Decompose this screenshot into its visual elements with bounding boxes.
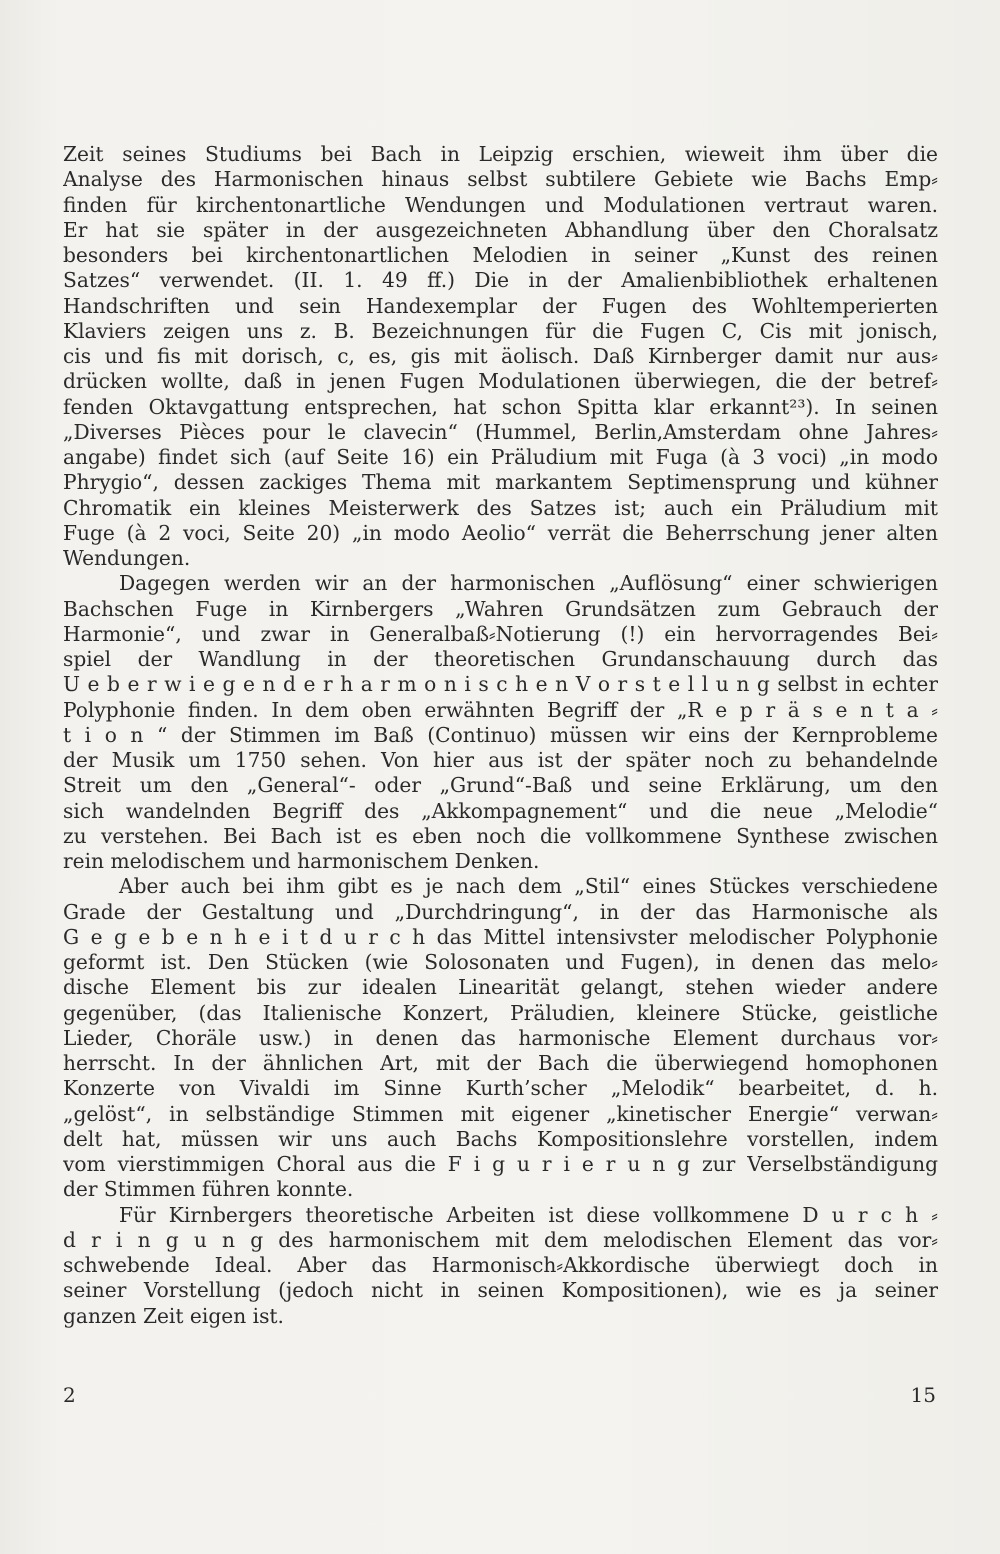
text-line: Handschriften und sein Handexemplar der Fugen des Wohltemperierten <box>63 293 938 318</box>
text-line: G e g e b e n h e i t d u r c h das Mittel intensivster melodischer Polyphonie <box>63 924 938 949</box>
text-line: Grade der Gestaltung und „Durchdringung“, in der das Harmonische als <box>63 899 938 924</box>
text-line: drücken wollte, daß in jenen Fugen Modulationen überwiegen, die der betref⸗ <box>63 369 938 394</box>
text-line: U e b e r w i e g e n d e r h a r m o n i s c h e n V o r s t e l l u n g selbst in echter <box>63 672 938 697</box>
text-line: Aber auch bei ihm gibt es je nach dem „Stil“ eines Stückes verschiedene <box>119 874 938 899</box>
text-line: ganzen Zeit eigen ist. <box>63 1303 284 1328</box>
text-line: Zeit seines Studiums bei Bach in Leipzig erschien, wieweit ihm über die <box>63 142 938 166</box>
text-line: rein melodischem und harmonischem Denken. <box>63 849 540 873</box>
text-line: der Stimmen führen konnte. <box>63 1177 354 1202</box>
text-line: „gelöst“, in selbständige Stimmen mit eigener „kinetischer Energie“ verwan⸗ <box>63 1101 938 1126</box>
text-line: Er hat sie später in der ausgezeichneten Abhandlung über den Choralsatz <box>63 217 938 242</box>
text-line: herrscht. In der ähnlichen Art, mit der Bach die überwiegend homophonen <box>63 1051 938 1075</box>
text-line: besonders bei kirchentonartlichen Melodien in seiner „Kunst des reinen <box>63 243 938 267</box>
text-line: Bachschen Fuge in Kirnbergers „Wahren Grundsätzen zum Gebrauch der <box>63 596 938 621</box>
text-line: Satzes“ verwendet. (II. 1. 49 ff.) Die in der Amalienbibliothek erhaltenen <box>63 268 938 293</box>
text-line: Analyse des Harmonischen hinaus selbst subtilere Gebiete wie Bachs Emp⸗ <box>63 167 938 192</box>
text-line: vom vierstimmigen Choral aus die F i g u r i e r u n g zur Verselbständigung <box>63 1152 938 1176</box>
text-line: seiner Vorstellung (jedoch nicht in seinen Kompositionen), wie es ja seiner <box>63 1278 938 1303</box>
signature-mark: 2 <box>63 1383 76 1407</box>
text-line: Harmonie“, und zwar in Generalbaß⸗Notierung (!) ein hervorragendes Bei⸗ <box>63 621 938 646</box>
text-line: Phrygio“, dessen zackiges Thema mit markantem Septimensprung und kühner <box>63 470 938 495</box>
page-number: 15 <box>910 1383 936 1407</box>
text-line: delt hat, müssen wir uns auch Bachs Kompositionslehre vorstellen, indem <box>63 1126 938 1151</box>
text-line: Streit um den „General“- oder „Grund“-Baß und seine Erklärung, um den <box>63 773 938 798</box>
text-line: zu verstehen. Bei Bach ist es eben noch die vollkommene Synthese zwischen <box>63 823 938 848</box>
text-line: Für Kirnbergers theoretische Arbeiten ist diese vollkommene D u r c h ⸗ <box>119 1202 938 1227</box>
text-line: gegenüber, (das Italienische Konzert, Präludien, kleinere Stücke, geistliche <box>63 1000 938 1025</box>
text-line: schwebende Ideal. Aber das Harmonisch⸗Akkordische überwiegt doch in <box>63 1253 938 1277</box>
text-line: dische Element bis zur idealen Linearität gelangt, stehen wieder andere <box>63 975 938 1000</box>
text-line: finden für kirchentonartliche Wendungen und Modulationen vertraut waren. <box>63 192 938 217</box>
text-line: Wendungen. <box>63 546 191 570</box>
text-line: Konzerte von Vivaldi im Sinne Kurth’scher „Melodik“ bearbeitet, d. h. <box>63 1076 938 1101</box>
text-line: spiel der Wandlung in der theoretischen Grundanschauung durch das <box>63 647 938 671</box>
body-text <box>63 142 938 1329</box>
text-line: „Diverses Pièces pour le clavecin“ (Hummel, Berlin,Amsterdam ohne Jahres⸗ <box>63 419 938 444</box>
text-line: Lieder, Choräle usw.) in denen das harmonische Element durchaus vor⸗ <box>63 1025 938 1050</box>
text-line: Chromatik ein kleines Meisterwerk des Satzes ist; auch ein Präludium mit <box>63 495 938 520</box>
text-line: t i o n “ der Stimmen im Baß (Continuo) müssen wir eins der Kernprobleme <box>63 722 938 747</box>
text-line: geformt ist. Den Stücken (wie Solosonaten und Fugen), in denen das melo⸗ <box>63 950 938 974</box>
text-line: fenden Oktavgattung entsprechen, hat schon Spitta klar erkannt²³). In seinen <box>63 394 938 419</box>
text-line: d r i n g u n g des harmonischem mit dem melodischen Element das vor⸗ <box>63 1227 938 1252</box>
text-line: Polyphonie finden. In dem oben erwähnten Begriff der „R e p r ä s e n t a ⸗ <box>63 697 938 722</box>
text-line: Dagegen werden wir an der harmonischen „Auflösung“ einer schwierigen <box>119 571 938 596</box>
text-line: Fuge (à 2 voci, Seite 20) „in modo Aeolio“ verrät die Beherrschung jener alten <box>63 520 938 545</box>
text-line: Klaviers zeigen uns z. B. Bezeichnungen für die Fugen C, Cis mit jonisch, <box>63 318 938 343</box>
text-line: der Musik um 1750 sehen. Von hier aus ist der später noch zu behandelnde <box>63 748 938 772</box>
text-line: sich wandelnden Begriff des „Akkompagnement“ und die neue „Melodie“ <box>63 798 938 823</box>
text-line: cis und fis mit dorisch, c, es, gis mit äolisch. Daß Kirnberger damit nur aus⸗ <box>63 344 938 368</box>
page-footer <box>63 1383 938 1413</box>
text-line: angabe) findet sich (auf Seite 16) ein Präludium mit Fuga (à 3 voci) „in modo <box>63 445 938 469</box>
